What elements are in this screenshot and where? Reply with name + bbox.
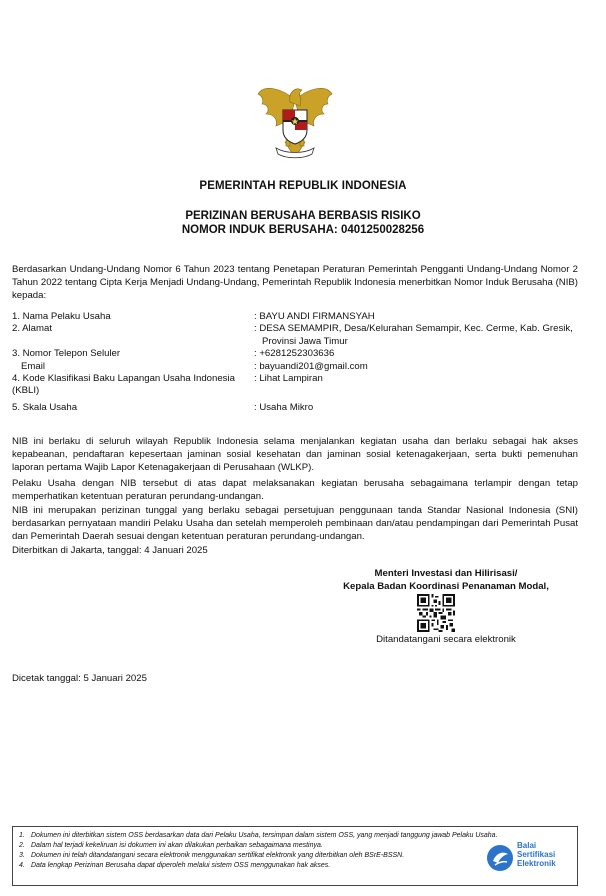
note-text: Dalam hal terjadi kekeliruan isi dokumen ini akan dilakukan perbaikan sebagaimana mestinya. <box>31 842 323 849</box>
bsre-line-1: Balai <box>517 841 537 850</box>
issued-date: Diterbitkan di Jakarta, tanggal: 4 Januari 2025 <box>12 545 208 556</box>
field-row-email <box>12 361 582 373</box>
kbli-label: 4. Kode Klasifikasi Baku Lapangan Usaha Indonesia (KBLI) <box>12 373 235 397</box>
printed-date: Dicetak tanggal: 5 Januari 2025 <box>12 673 147 684</box>
address-label: 2. Alamat <box>12 323 52 335</box>
note-number: 4. <box>19 862 25 869</box>
government-title: PEMERINTAH REPUBLIK INDONESIA <box>199 180 407 192</box>
phone-value: : +6281252303636 <box>254 348 335 360</box>
note-number: 1. <box>19 832 25 839</box>
document-title: PERIZINAN BERUSAHA BERBASIS RISIKO <box>185 210 421 222</box>
qr-code-icon <box>417 594 455 632</box>
list-item <box>19 851 509 861</box>
note-number: 2. <box>19 842 25 849</box>
field-row-kbli <box>12 373 582 398</box>
garuda-emblem-icon <box>252 80 338 166</box>
bsre-line-3: Elektronik <box>517 859 556 868</box>
note-text: Dokumen ini diterbitkan sistem OSS berdasarkan data dari Pelaku Usaha, tersimpan dalam sistem OSS, yang menjadi tanggung jawab Pelaku Usaha. <box>31 832 498 839</box>
intro-paragraph: Berdasarkan Undang-Undang Nomor 6 Tahun 2023 tentang Penetapan Peraturan Pemerintah Pengganti Undang-Undang Nomor 2 Tahun 2022 tentang Cipta Kerja Menjadi Undang-Undang, Pemerintah Republik Indonesia menerbitkan Nomor Induk Berusaha (NIB) kepada: <box>12 264 578 301</box>
email-value: : bayuandi201@gmail.com <box>254 360 368 372</box>
bsre-logo-icon <box>485 843 515 873</box>
activity-paragraph: Pelaku Usaha dengan NIB tersebut di atas dapat melaksanakan kegiatan berusaha sebagaimana terlampir dengan tetap memperhatikan ketentuan peraturan perundang-undangan. <box>12 478 578 502</box>
signatory-line-1: Menteri Investasi dan Hilirisasi/ <box>374 568 518 579</box>
name-value: : BAYU ANDI FIRMANSYAH <box>254 311 375 322</box>
list-item <box>19 831 509 841</box>
name-label: 1. Nama Pelaku Usaha <box>12 311 111 322</box>
list-item <box>19 861 509 871</box>
footer-notes-box <box>12 826 578 886</box>
bsre-logo <box>485 839 573 879</box>
note-number: 3. <box>19 852 25 859</box>
list-item <box>19 841 509 851</box>
scale-label: 5. Skala Usaha <box>12 401 78 413</box>
kbli-value: : Lihat Lampiran <box>254 373 323 385</box>
email-label: Email <box>21 360 45 372</box>
validity-paragraph: NIB ini berlaku di seluruh wilayah Republik Indonesia selama menjalankan kegiatan usaha dan berlaku sebagai hak akses kepabeanan, pendaftaran kepesertaan jaminan sosial kesehatan dan jaminan sosial ketenagakerjaan, serta bukti pemenuhan laporan pertama Wajib Lapor Ketenagakerjaan di Perusahaan (WLKP). <box>12 436 578 473</box>
note-text: Data lengkap Perizinan Berusaha dapat diperoleh melalui sistem OSS menggunakan hak akses. <box>31 862 331 869</box>
electronic-signature-note: Ditandatangani secara elektronik <box>376 634 516 645</box>
sni-paragraph: NIB ini merupakan perizinan tunggal yang berlaku sebagai persetujuan penggunaan tanda Standar Nasional Indonesia (SNI) berdasarkan pernyataan mandiri Pelaku Usaha dan setelah memperoleh pembinaan dan/atau pendampingan dari Pemerintah Pusat dan Pemerintah Daerah sesuai dengan ketentuan peraturan perundang-undangan. <box>12 505 578 542</box>
bsre-logo-text <box>517 841 556 868</box>
field-row-address <box>12 323 582 348</box>
nib-number: NOMOR INDUK BERUSAHA: 0401250028256 <box>181 224 425 236</box>
business-details <box>12 311 582 414</box>
scale-value: : Usaha Mikro <box>254 401 314 413</box>
signatory-line-2: Kepala Badan Koordinasi Penanaman Modal, <box>343 581 549 592</box>
note-text: Dokumen ini telah ditandatangani secara elektronik menggunakan sertifikat elektronik yang diterbitkan oleh BSrE-BSSN. <box>31 852 405 859</box>
field-row-name <box>12 311 582 323</box>
field-row-phone <box>12 348 582 360</box>
footer-notes-list <box>19 831 509 871</box>
bsre-line-2: Sertifikasi <box>517 850 556 859</box>
address-value: : DESA SEMAMPIR, Desa/Kelurahan Semampir, Kec. Cerme, Kab. Gresik, Provinsi Jawa Timur <box>254 323 573 347</box>
signatory-block <box>330 567 562 593</box>
field-row-scale <box>12 402 582 414</box>
phone-label: 3. Nomor Telepon Seluler <box>12 348 121 360</box>
